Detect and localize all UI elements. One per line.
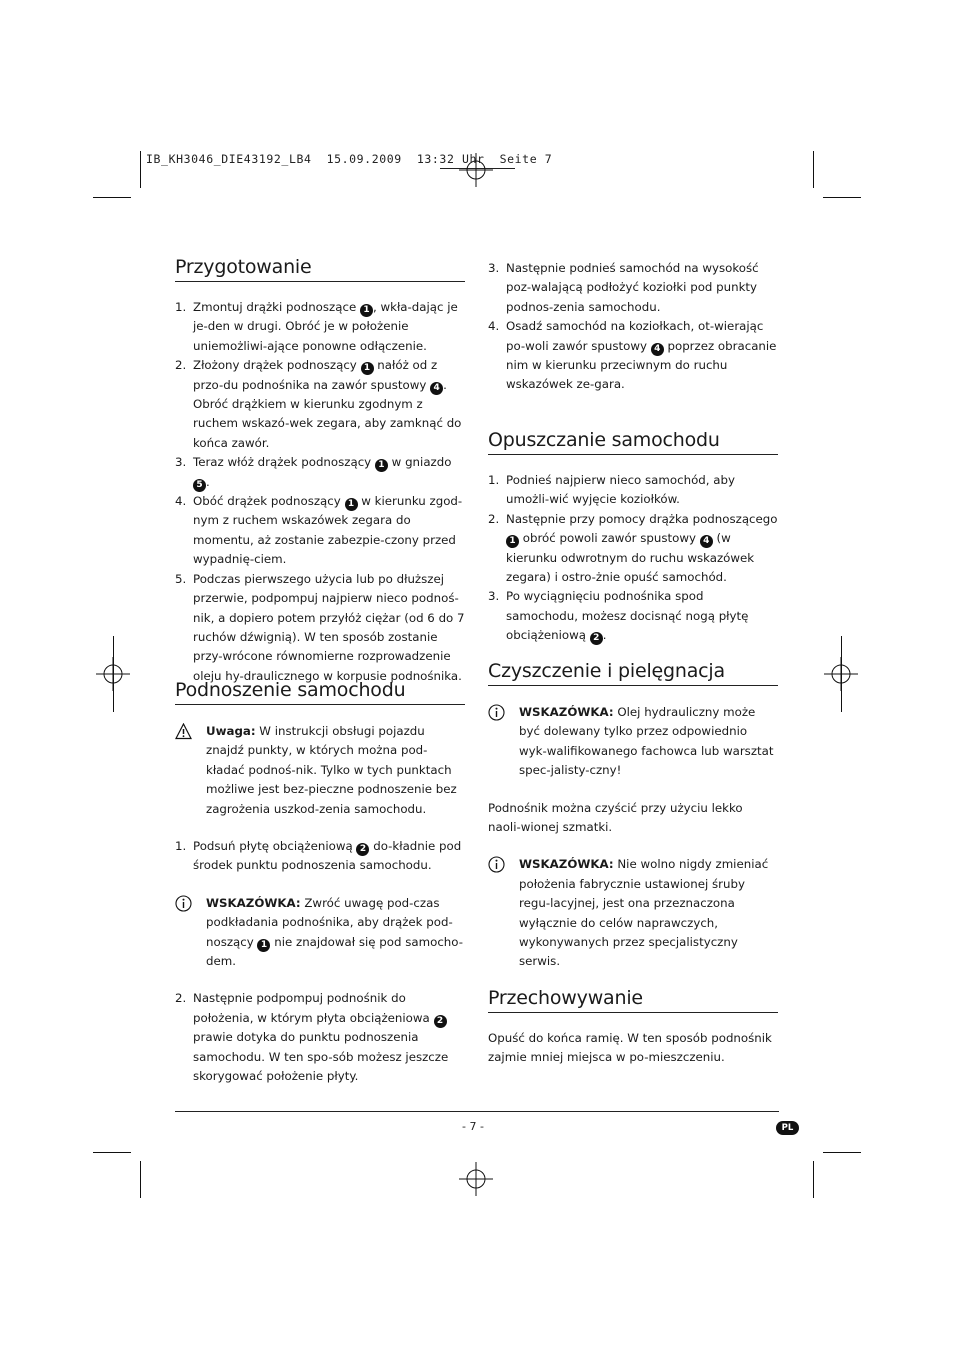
ref-number-icon: 1 [361, 362, 374, 375]
steps-list [175, 298, 465, 686]
ref-number-icon: 1 [257, 939, 270, 952]
page-number: - 7 - [462, 1120, 484, 1133]
crop-mark [823, 197, 861, 198]
hint-note: WSKAZÓWKA: Olej hydrauliczny może być dolewany tylko przez odpowiednio wyk-walifikowanego fachowca lub warsztat spec-jalisty-czny! [488, 703, 778, 781]
list-item: 5. Podczas pierwszego użycia lub po dłuższej przerwie, podpompuj najpierw nieco podnoś-nik, a dopiero potem przyłóż ciężar (od 6 do 7 ruchów dźwignią). W ten sposób zostanie przy-wrócone równomierne rozprowadzenie oleju hy-draulicznego w korpusie podnośnika. [175, 571, 465, 683]
continued-steps [488, 259, 778, 395]
list-item: 1. Podnieś najpierw nieco samochód, aby umożli-wić wyjęcie koziołków. [488, 473, 735, 507]
section-czyszczenie [488, 660, 778, 972]
list-item: 4. Osadź samochód na koziołkach, ot-wierając po-woli zawór spustowy 4 poprzez obracanie nim w kierunku przeciwnym do ruchu wskazówek ze-gara. [488, 319, 777, 392]
crop-mark [140, 1161, 141, 1198]
crop-mark [93, 197, 131, 198]
list-item: 1. Zmontuj drążki podnoszące 1 , wkła-dając je je-den w drugi. Obróć je w położenie uniemożliwi-ające ponowne odłączenie. [175, 300, 458, 353]
list-item: 3. Teraz włóż drążek podnoszący 1 w gniazdo 5 . [175, 455, 452, 490]
section-title: Przechowywanie [488, 987, 778, 1013]
list-item: 4. Obóć drążek podnoszący 1 w kierunku zgod-nym z ruchem wskazówek zegara do momentu, aż zostanie zabezpie-czony przed wypadnię-ciem. [175, 494, 463, 567]
crop-mark [93, 1152, 131, 1153]
ref-number-icon: 5 [193, 479, 206, 492]
footer-rule [175, 1111, 779, 1112]
ref-number-icon: 2 [590, 632, 603, 645]
crop-mark [813, 1161, 814, 1198]
ref-number-icon: 4 [700, 535, 713, 548]
print-header: IB_KH3046_DIE43192_LB4 15.09.2009 13:32 Uhr Seite 7 [146, 152, 553, 166]
ref-number-icon: 1 [506, 535, 519, 548]
ref-number-icon: 4 [430, 382, 443, 395]
list-item: 1. Podsuń płytę obciążeniową 2 do-kładnie pod środek punktu podnoszenia samochodu. [175, 839, 462, 873]
crop-mark [823, 1152, 861, 1153]
hint-note: WSKAZÓWKA: Nie wolno nigdy zmieniać położenia fabrycznie ustawionej śruby regu-lacyjnej, jest ona przeznaczona wyłącznie do celów naprawczych, wykonywanych przez specjalistyczny serwis. [488, 855, 778, 971]
list-item: 2. Złożony drążek podnoszący 1 nałóż od z przo-du podnośnika na zawór spustowy 4 . Obróć drążkiem w kierunku zgodnym z ruchem wskazó-wek zegara, aby zamknąć do końca zawór. [175, 358, 462, 450]
crop-mark [140, 151, 141, 188]
section-title: Podnoszenie samochodu [175, 679, 465, 705]
section-title: Opuszczanie samochodu [488, 429, 778, 455]
language-badge: PL [776, 1121, 799, 1135]
info-icon [488, 704, 505, 721]
ref-number-icon: 1 [360, 304, 373, 317]
section-title: Czyszczenie i pielęgnacja [488, 660, 778, 686]
ref-number-icon: 2 [434, 1015, 447, 1028]
hint-label: WSKAZÓWKA: [519, 705, 614, 719]
warning-label: Uwaga: [206, 724, 256, 738]
body-paragraph: Podnośnik można czyścić przy użyciu lekko naoli-wionej szmatki. [488, 800, 743, 835]
crop-mark [841, 636, 842, 712]
section-podnoszenie [175, 679, 465, 1087]
hint-label: WSKAZÓWKA: [206, 895, 301, 910]
section-title: Przygotowanie [175, 256, 465, 282]
info-icon [488, 856, 505, 873]
ref-number-icon: 4 [651, 343, 664, 356]
crop-mark [813, 151, 814, 188]
hint-note: WSKAZÓWKA: Zwróć uwagę pod-czas podkładania podnośnika, aby drążek pod-noszący 1 nie znajdował się pod samocho-dem. [175, 894, 465, 972]
list-item: 3. Po wyciągnięciu podnośnika spod samochodu, możesz docisnąć nogą płytę obciążeniową 2 . [488, 589, 749, 644]
body-paragraph: Opuść do końca ramię. W ten sposób podnośnik zajmie mniej miejsca w po-mieszczeniu. [488, 1031, 772, 1065]
ref-number-icon: 1 [375, 459, 388, 472]
warning-triangle-icon [175, 723, 192, 740]
steps-list [175, 989, 465, 1086]
list-item: 2. Następnie przy pomocy drążka podnoszącego 1 obróć powoli zawór spustowy 4 (w kierunku odwrotnym do ruchu wskazówek zegara) i ostro-żnie opuść samochód. [488, 511, 778, 585]
crop-mark [113, 636, 114, 712]
steps-list [488, 259, 778, 395]
info-icon [175, 895, 192, 912]
section-przechowywanie [488, 987, 778, 1068]
ref-number-icon: 1 [345, 498, 358, 511]
section-przygotowanie [175, 256, 465, 686]
steps-list [488, 471, 778, 646]
registration-mark-icon [459, 153, 493, 187]
registration-mark-icon [459, 1162, 493, 1196]
warning-note: Uwaga: W instrukcji obsługi pojazdu znajdź punkty, w których można pod-kładać podnoś-nik. Tylko w tych punktach możliwe jest bez-pieczne podnoszenie bez zagrożenia uszkod-zenia samochodu. [175, 722, 465, 819]
section-opuszczanie [488, 429, 778, 646]
ref-number-icon: 2 [356, 843, 369, 856]
list-item: 3. Następnie podnieś samochód na wysokość poz-walającą podłożyć koziołki pod punkty podnos-zenia samochodu. [488, 261, 759, 314]
list-item: 2. Następnie podpompuj podnośnik do położenia, w którym płyta obciążeniowa 2 prawie dotyka do punktu podnoszenia samochodu. W ten spo-sób możesz jeszcze skorygować położenie płyty. [175, 991, 449, 1084]
hint-label: WSKAZÓWKA: [519, 857, 614, 872]
steps-list [175, 837, 465, 876]
